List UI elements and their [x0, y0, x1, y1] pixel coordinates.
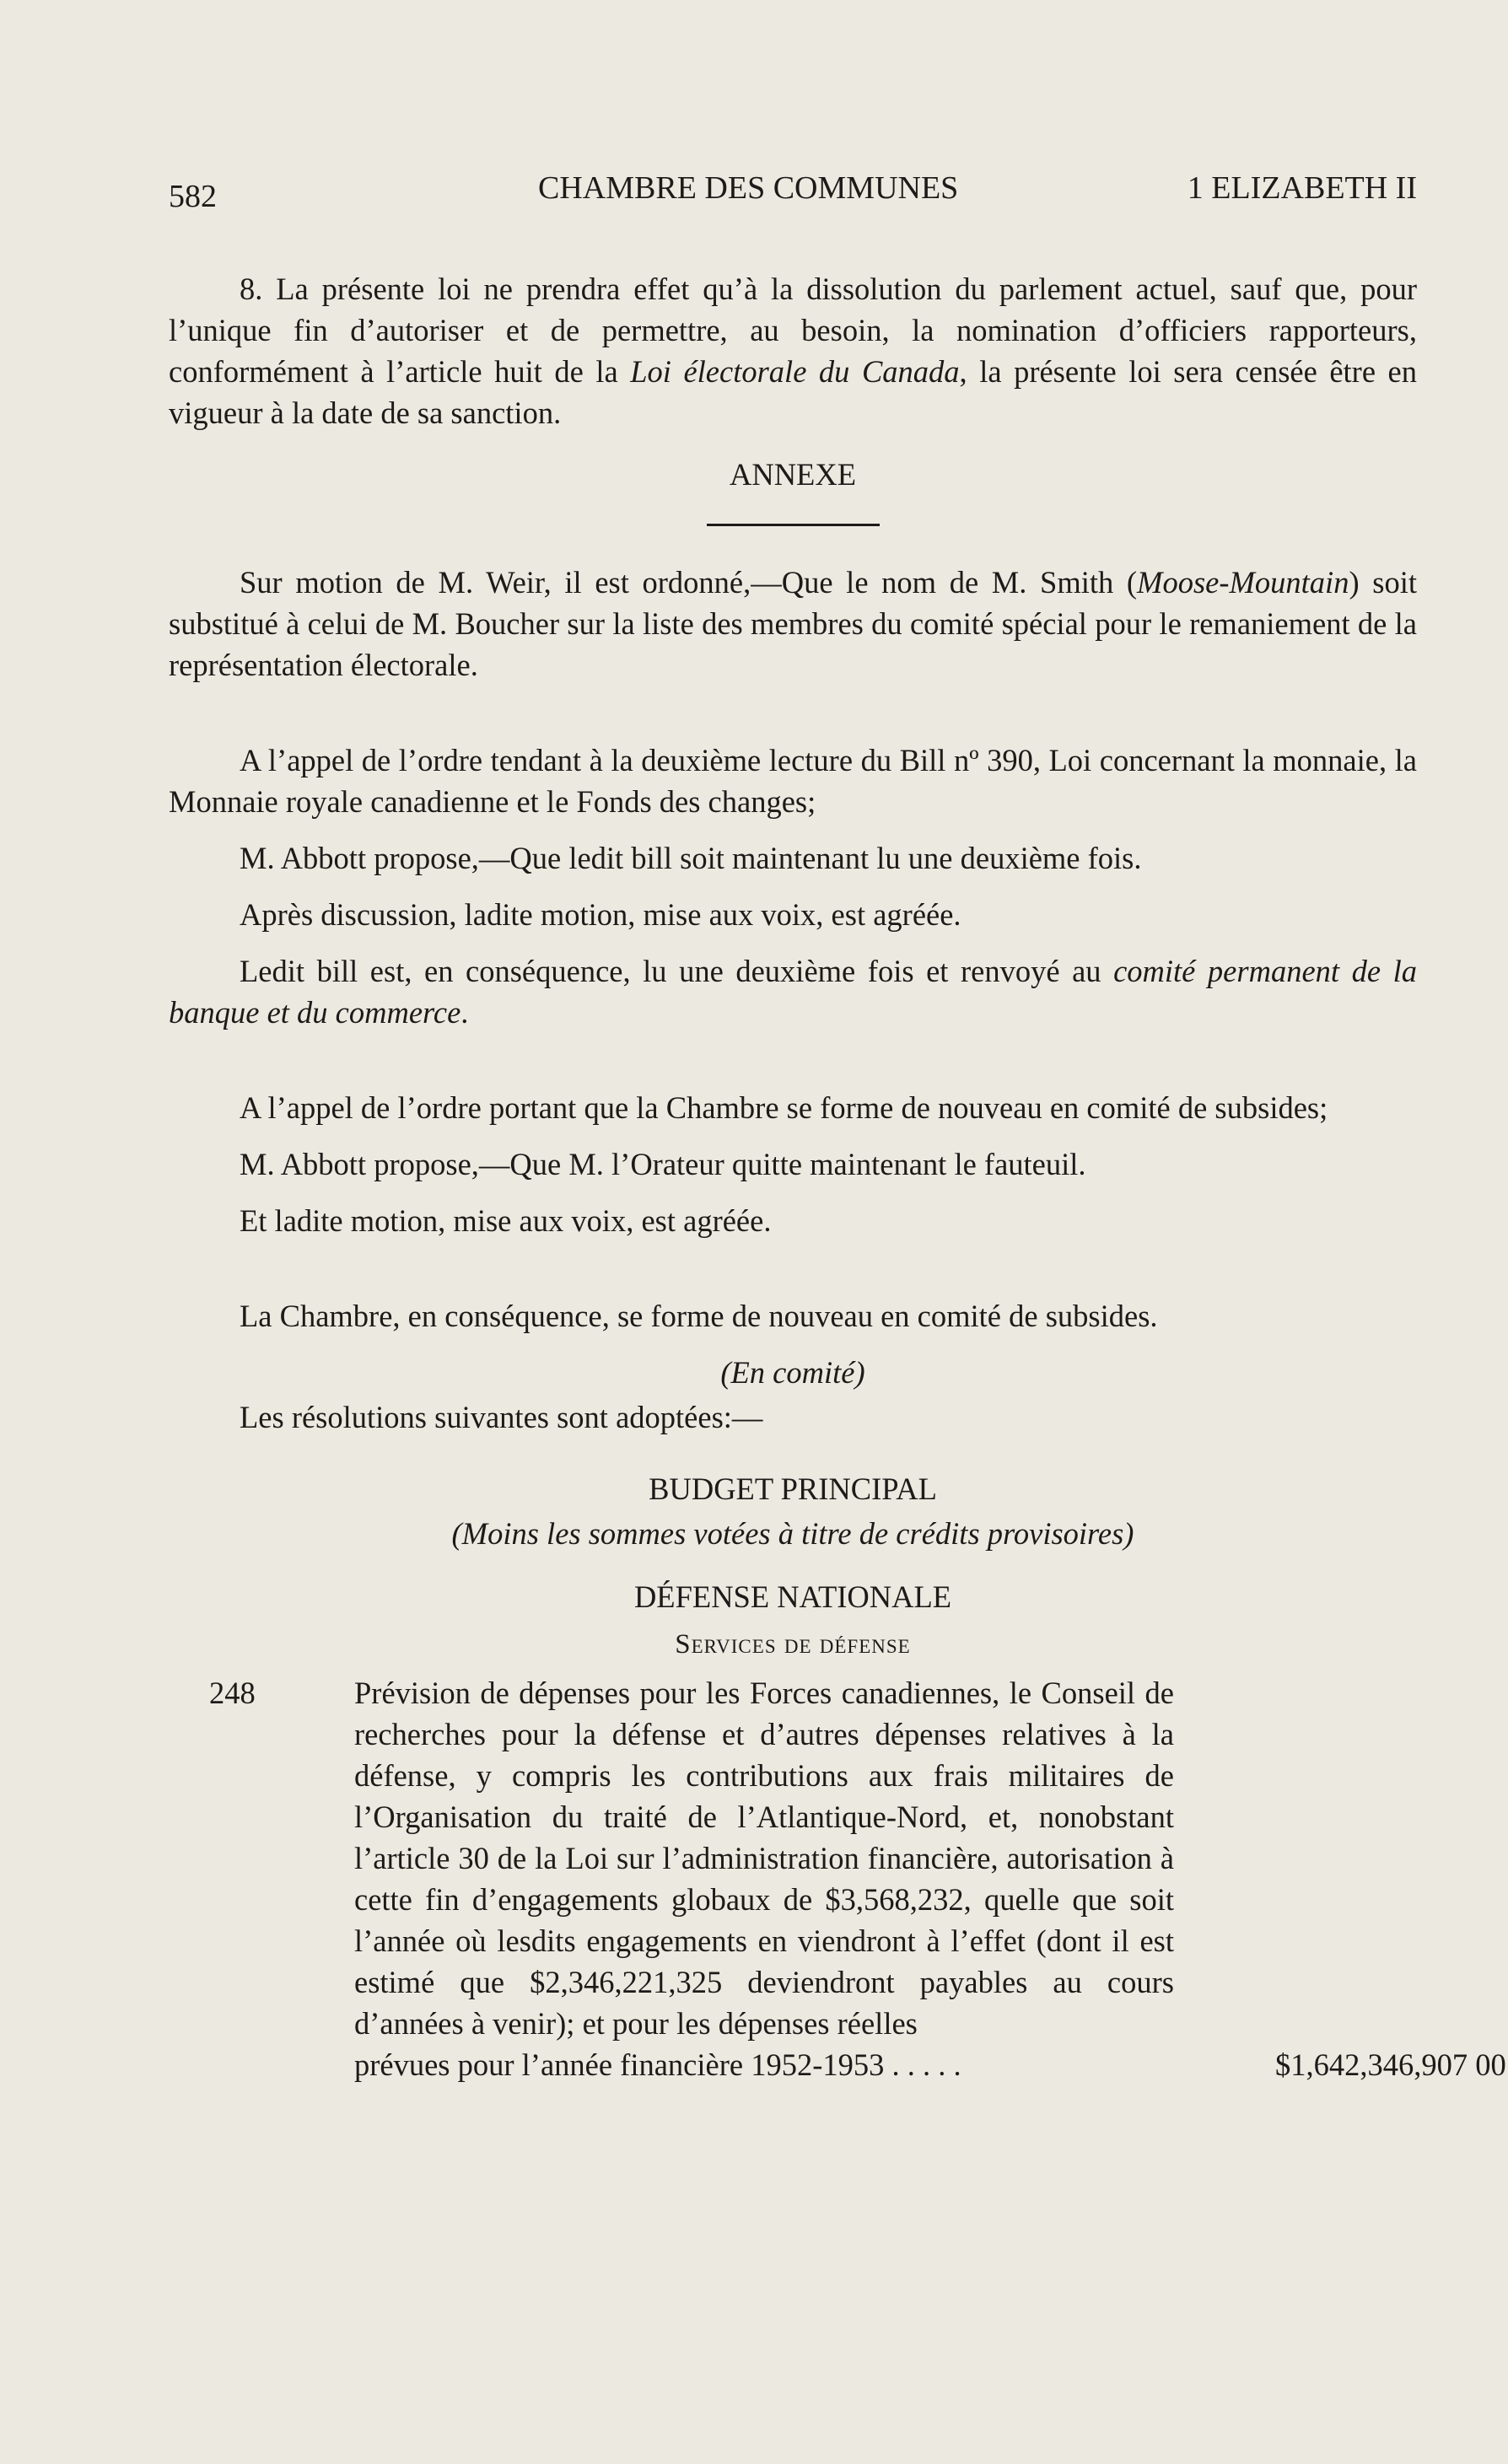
vote-248-amount: $1,642,346,907 00	[1275, 2047, 1506, 2082]
page-number: 582	[169, 179, 217, 214]
bill-390-order: A l’appel de l’ordre tendant à la deuxième lecture du Bill nº 390, Loi concernant la monnaie, la Monnaie royale canadienne et le Fonds des changes;	[169, 743, 1417, 819]
vote-number: 248	[209, 1676, 256, 1710]
regnal-year: 1 ELIZABETH II	[1187, 170, 1417, 206]
committee-name: comité permanent de la banque et du commerce	[169, 954, 1417, 1030]
department-heading: DÉFENSE NATIONALE	[633, 1579, 952, 1614]
supply-resolve: La Chambre, en conséquence, se forme de nouveau en comité de subsides.	[240, 1299, 1158, 1333]
page-body	[169, 268, 1506, 2085]
divider-rule	[707, 524, 880, 526]
supply-motion: M. Abbott propose,—Que M. l’Orateur quitte maintenant le fauteuil.	[240, 1147, 1086, 1181]
vote-248-text: Prévision de dépenses pour les Forces canadiennes, le Conseil de recherches pour la défense et d’autres dépenses relatives à la défense, y compris les contributions aux frais militaires de l’Organisation du traité de l’Atlantique-Nord, et, nonobstant l’article 30 de la Loi sur l’administration financière, autorisation à cette fin d’engagements globaux de $3,568,232, quelle que soit l’année où lesdits engagements en viendront à l’effet (dont il est estimé que $2,346,221,325 deviendront payables au cours d’années à venir); et pour les dépenses réelles	[354, 1676, 1174, 2041]
law-name: Loi électorale du Canada	[630, 354, 960, 389]
supply-agreed: Et ladite motion, mise aux voix, est agréée.	[240, 1203, 772, 1238]
section-8-paragraph: 8. La présente loi ne prendra effet qu’à la dissolution du parlement actuel, sauf que, pour l’unique fin d’autoriser et de permettre, au besoin, la nomination d’officiers rapporteurs, conformément à l’article huit de la Loi électorale du Canada, la présente loi sera censée être en vigueur à la date de sa sanction.	[169, 272, 1417, 430]
bill-390-agreed: Après discussion, ladite motion, mise aux voix, est agréée.	[240, 897, 961, 932]
running-title: CHAMBRE DES COMMUNES	[538, 170, 959, 206]
bill-390-referral: Ledit bill est, en conséquence, lu une deuxième fois et renvoyé au comité permanent de la banque et du commerce.	[169, 954, 1417, 1030]
budget-heading: BUDGET PRINCIPAL	[649, 1471, 937, 1506]
vote-248	[169, 1672, 1506, 2085]
supply-order: A l’appel de l’ordre portant que la Chambre se forme de nouveau en comité de subsides;	[240, 1090, 1328, 1125]
weir-motion-paragraph: Sur motion de M. Weir, il est ordonné,—Que le nom de M. Smith (Moose-Mountain) soit substitué à celui de M. Boucher sur la liste des membres du comité spécial pour le remaniement de la représentation électorale.	[169, 565, 1417, 682]
bill-390-motion: M. Abbott propose,—Que ledit bill soit maintenant lu une deuxième fois.	[240, 841, 1142, 875]
riding-name: Moose-Mountain	[1137, 565, 1349, 600]
resolutions-adopted: Les résolutions suivantes sont adoptées:—	[240, 1400, 763, 1434]
service-heading: Services de défense	[675, 1629, 911, 1660]
vote-248-last-line: prévues pour l’année financière 1952-1953 . . . . . $1,642,346,907 00	[354, 2044, 1174, 2085]
annexe-heading: ANNEXE	[729, 457, 857, 492]
in-committee-label: (En comité)	[720, 1355, 865, 1390]
budget-subheading: (Moins les sommes votées à titre de crédits provisoires)	[451, 1516, 1134, 1551]
